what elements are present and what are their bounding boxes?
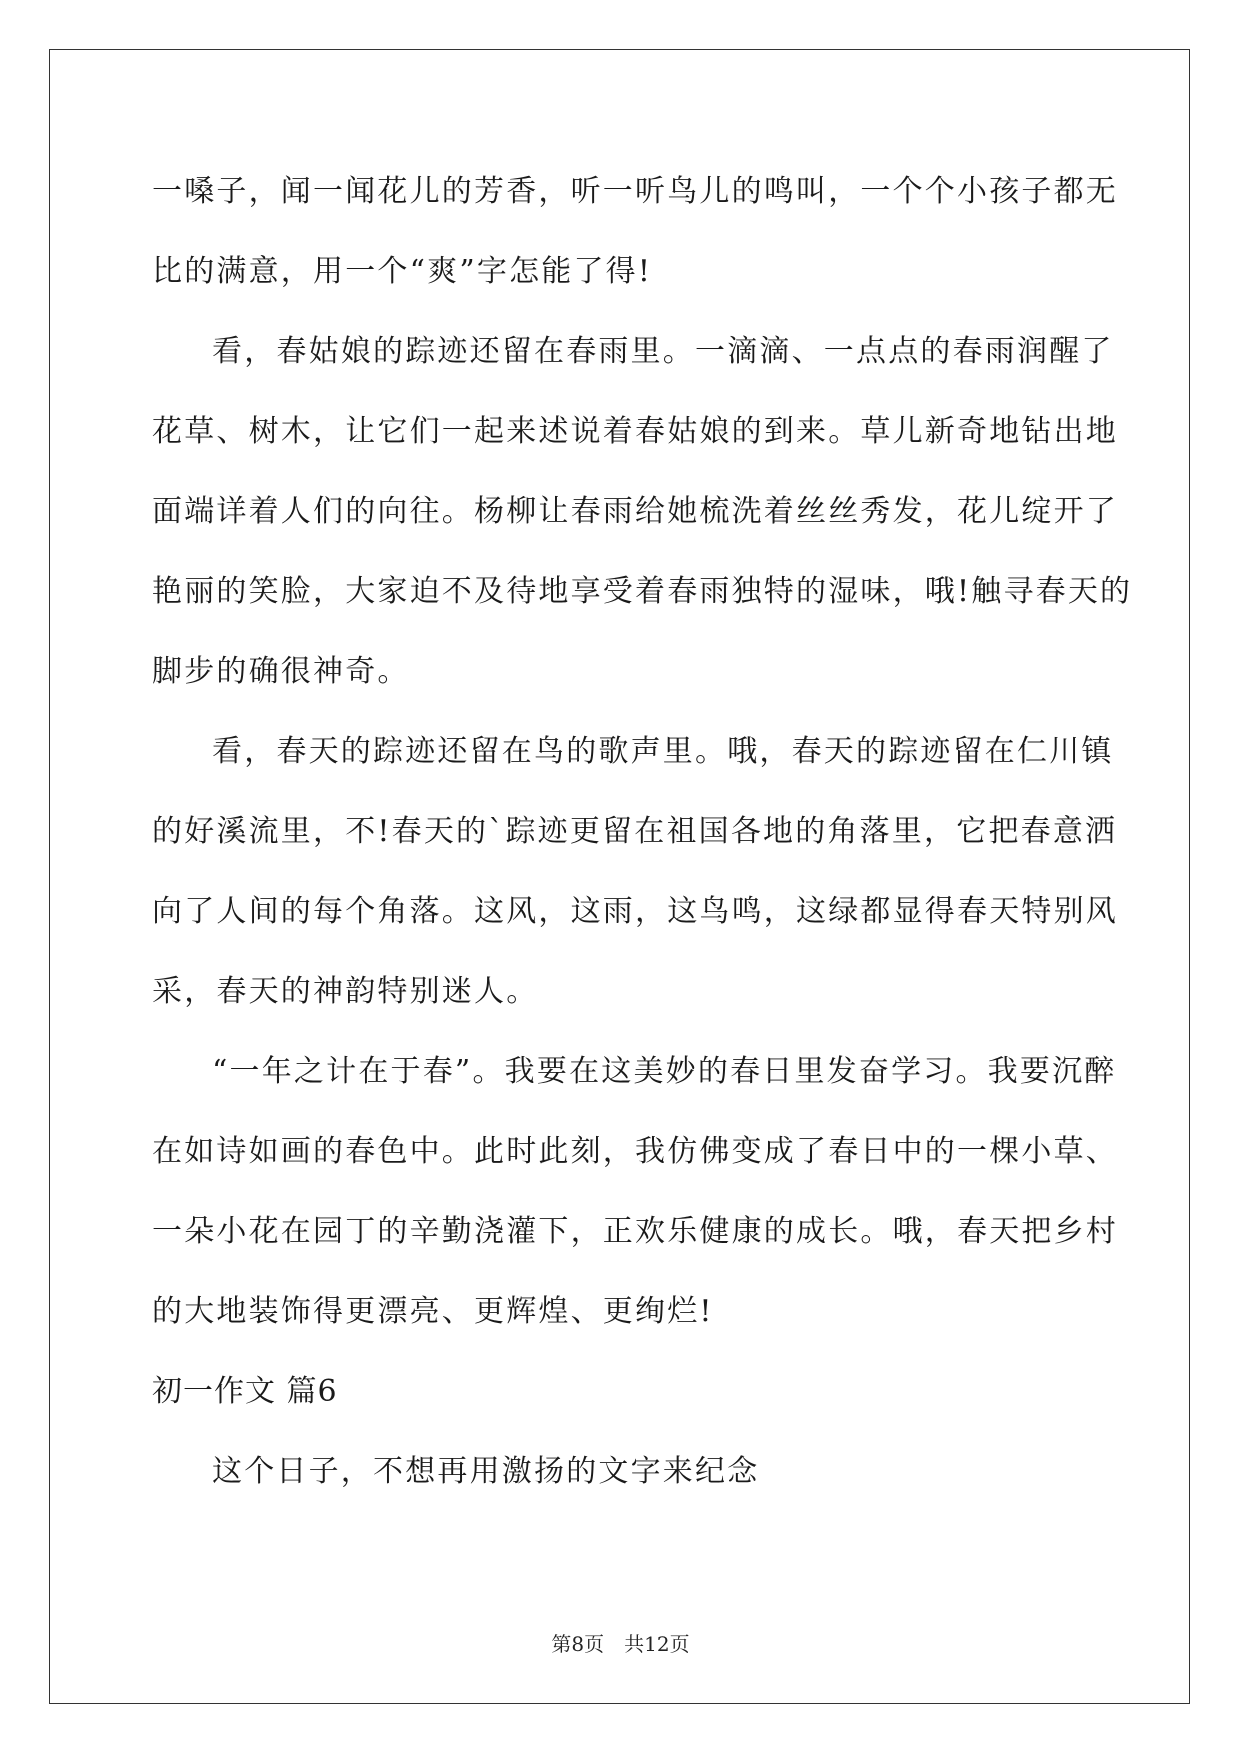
text-line: 向了人间的每个角落。这风，这雨，这鸟鸣，这绿都显得春天特别风 xyxy=(152,894,1118,929)
text-line: 的好溪流里，不!春天的`踪迹更留在祖国各地的角落里，它把春意洒 xyxy=(152,814,1118,849)
text-line: 一朵小花在园丁的辛勤浇灌下，正欢乐健康的成长。哦，春天把乡村 xyxy=(152,1214,1118,1249)
section-heading: 初一作文 篇6 xyxy=(152,1374,338,1409)
text-line: 艳丽的笑脸，大家迫不及待地享受着春雨独特的湿味，哦!触寻春天的 xyxy=(152,574,1133,609)
page-number-footer: 第8页 共12页 xyxy=(551,1632,690,1656)
paragraph-start-line: 看，春姑娘的踪迹还留在春雨里。一滴滴、一点点的春雨润醒了 xyxy=(212,334,1114,369)
paragraph-start-line: “一年之计在于春”。我要在这美妙的春日里发奋学习。我要沉醉 xyxy=(212,1054,1117,1089)
text-line: 采，春天的神韵特别迷人。 xyxy=(152,974,539,1009)
paragraph-start-line: 看，春天的踪迹还留在鸟的歌声里。哦，春天的踪迹留在仁川镇 xyxy=(212,734,1114,769)
text-line: 比的满意，用一个“爽”字怎能了得! xyxy=(152,254,653,289)
text-line: 在如诗如画的春色中。此时此刻，我仿佛变成了春日中的一棵小草、 xyxy=(152,1134,1118,1169)
text-line: 的大地装饰得更漂亮、更辉煌、更绚烂! xyxy=(152,1294,714,1329)
paragraph-start-line: 这个日子，不想再用激扬的文字来纪念 xyxy=(212,1454,760,1489)
text-line: 脚步的确很神奇。 xyxy=(152,654,410,689)
text-line: 一嗓子，闻一闻花儿的芳香，听一听鸟儿的鸣叫，一个个小孩子都无 xyxy=(152,174,1118,209)
text-line: 面端详着人们的向往。杨柳让春雨给她梳洗着丝丝秀发，花儿绽开了 xyxy=(152,494,1118,529)
text-line: 花草、树木，让它们一起来述说着春姑娘的到来。草儿新奇地钻出地 xyxy=(152,414,1118,449)
